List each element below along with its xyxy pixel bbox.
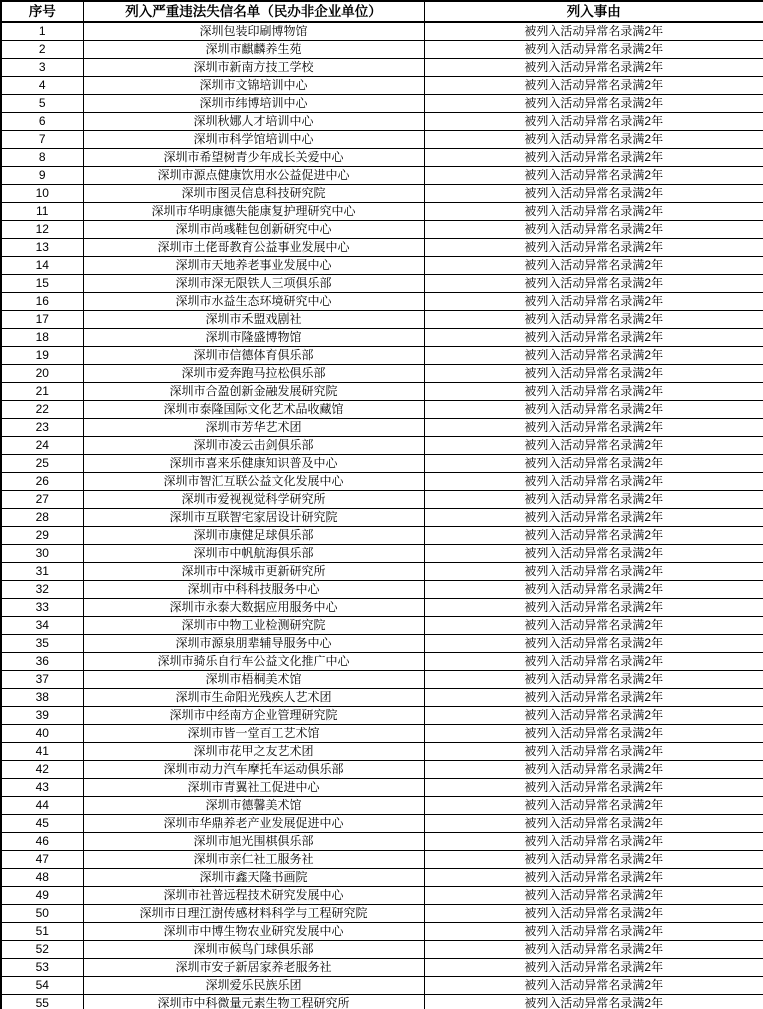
reason-cell: 被列入活动异常名录满2年 [424, 77, 763, 95]
org-name-cell: 深圳市爱视视觉科学研究所 [83, 491, 424, 509]
reason-cell: 被列入活动异常名录满2年 [424, 203, 763, 221]
row-number-cell: 26 [1, 473, 83, 491]
table-row [1, 689, 763, 707]
row-number-cell: 39 [1, 707, 83, 725]
reason-cell: 被列入活动异常名录满2年 [424, 545, 763, 563]
row-number-cell: 19 [1, 347, 83, 365]
org-name-cell: 深圳爱乐民族乐团 [83, 977, 424, 995]
row-number-cell: 33 [1, 599, 83, 617]
org-name-cell: 深圳市中博生物农业研究发展中心 [83, 923, 424, 941]
org-name-cell: 深圳市智汇互联公益文化发展中心 [83, 473, 424, 491]
reason-cell: 被列入活动异常名录满2年 [424, 563, 763, 581]
org-name-cell: 深圳市花甲之友艺术团 [83, 743, 424, 761]
org-name-cell: 深圳市动力汽车摩托车运动俱乐部 [83, 761, 424, 779]
org-name-cell: 深圳市纬博培训中心 [83, 95, 424, 113]
table-row [1, 527, 763, 545]
table-row [1, 419, 763, 437]
row-number-cell: 17 [1, 311, 83, 329]
row-number-cell: 22 [1, 401, 83, 419]
reason-cell: 被列入活动异常名录满2年 [424, 527, 763, 545]
table-row [1, 383, 763, 401]
header-name: 列入严重违法失信名单（民办非企业单位） [83, 1, 424, 22]
org-name-cell: 深圳市喜来乐健康知识普及中心 [83, 455, 424, 473]
org-name-cell: 深圳市凌云击剑俱乐部 [83, 437, 424, 455]
table-row [1, 635, 763, 653]
reason-cell: 被列入活动异常名录满2年 [424, 833, 763, 851]
reason-cell: 被列入活动异常名录满2年 [424, 797, 763, 815]
row-number-cell: 10 [1, 185, 83, 203]
table-row [1, 581, 763, 599]
org-name-cell: 深圳市中帆航海俱乐部 [83, 545, 424, 563]
table-row [1, 761, 763, 779]
table-row [1, 257, 763, 275]
row-number-cell: 52 [1, 941, 83, 959]
table-row [1, 131, 763, 149]
reason-cell: 被列入活动异常名录满2年 [424, 635, 763, 653]
reason-cell: 被列入活动异常名录满2年 [424, 761, 763, 779]
org-name-cell: 深圳市禾盟戏剧社 [83, 311, 424, 329]
reason-cell: 被列入活动异常名录满2年 [424, 293, 763, 311]
reason-cell: 被列入活动异常名录满2年 [424, 707, 763, 725]
row-number-cell: 5 [1, 95, 83, 113]
reason-cell: 被列入活动异常名录满2年 [424, 455, 763, 473]
row-number-cell: 16 [1, 293, 83, 311]
reason-cell: 被列入活动异常名录满2年 [424, 923, 763, 941]
table-row [1, 545, 763, 563]
table-row [1, 22, 763, 41]
org-name-cell: 深圳市旭光围棋俱乐部 [83, 833, 424, 851]
row-number-cell: 7 [1, 131, 83, 149]
reason-cell: 被列入活动异常名录满2年 [424, 131, 763, 149]
row-number-cell: 18 [1, 329, 83, 347]
org-name-cell: 深圳市泰隆国际文化艺术品收藏馆 [83, 401, 424, 419]
reason-cell: 被列入活动异常名录满2年 [424, 419, 763, 437]
row-number-cell: 36 [1, 653, 83, 671]
reason-cell: 被列入活动异常名录满2年 [424, 41, 763, 59]
org-name-cell: 深圳市中科微量元素生物工程研究所 [83, 995, 424, 1009]
table-row [1, 977, 763, 995]
table-body [1, 22, 763, 1009]
table-row [1, 617, 763, 635]
org-name-cell: 深圳市深无限铁人三项俱乐部 [83, 275, 424, 293]
reason-cell: 被列入活动异常名录满2年 [424, 347, 763, 365]
org-name-cell: 深圳市德馨美术馆 [83, 797, 424, 815]
row-number-cell: 49 [1, 887, 83, 905]
reason-cell: 被列入活动异常名录满2年 [424, 221, 763, 239]
org-name-cell: 深圳市日理江澍传感材料科学与工程研究院 [83, 905, 424, 923]
row-number-cell: 30 [1, 545, 83, 563]
org-name-cell: 深圳市生命阳光残疾人艺术团 [83, 689, 424, 707]
org-name-cell: 深圳市华鼎养老产业发展促进中心 [83, 815, 424, 833]
reason-cell: 被列入活动异常名录满2年 [424, 887, 763, 905]
org-name-cell: 深圳市新南方技工学校 [83, 59, 424, 77]
table-row [1, 563, 763, 581]
table-row [1, 149, 763, 167]
reason-cell: 被列入活动异常名录满2年 [424, 149, 763, 167]
table-row [1, 77, 763, 95]
table-row [1, 455, 763, 473]
org-name-cell: 深圳市土佬哥教育公益事业发展中心 [83, 239, 424, 257]
org-name-cell: 深圳市科学馆培训中心 [83, 131, 424, 149]
row-number-cell: 6 [1, 113, 83, 131]
row-number-cell: 53 [1, 959, 83, 977]
reason-cell: 被列入活动异常名录满2年 [424, 365, 763, 383]
org-name-cell: 深圳秋娜人才培训中心 [83, 113, 424, 131]
row-number-cell: 9 [1, 167, 83, 185]
row-number-cell: 46 [1, 833, 83, 851]
org-name-cell: 深圳市华明康德失能康复护理研究中心 [83, 203, 424, 221]
row-number-cell: 25 [1, 455, 83, 473]
reason-cell: 被列入活动异常名录满2年 [424, 257, 763, 275]
table-row [1, 887, 763, 905]
reason-cell: 被列入活动异常名录满2年 [424, 689, 763, 707]
reason-cell: 被列入活动异常名录满2年 [424, 383, 763, 401]
org-name-cell: 深圳市尚彧鞋包创新研究中心 [83, 221, 424, 239]
table-row [1, 509, 763, 527]
org-name-cell: 深圳市中科科技服务中心 [83, 581, 424, 599]
reason-cell: 被列入活动异常名录满2年 [424, 311, 763, 329]
reason-cell: 被列入活动异常名录满2年 [424, 239, 763, 257]
table-row [1, 203, 763, 221]
table-row [1, 851, 763, 869]
org-name-cell: 深圳市康健足球俱乐部 [83, 527, 424, 545]
org-name-cell: 深圳市中物工业检测研究院 [83, 617, 424, 635]
row-number-cell: 8 [1, 149, 83, 167]
reason-cell: 被列入活动异常名录满2年 [424, 329, 763, 347]
row-number-cell: 13 [1, 239, 83, 257]
row-number-cell: 27 [1, 491, 83, 509]
org-name-cell: 深圳市麒麟养生苑 [83, 41, 424, 59]
table-row [1, 869, 763, 887]
reason-cell: 被列入活动异常名录满2年 [424, 22, 763, 41]
table-row [1, 401, 763, 419]
table-row [1, 491, 763, 509]
org-name-cell: 深圳市爱奔跑马拉松俱乐部 [83, 365, 424, 383]
org-name-cell: 深圳市希望树青少年成长关爱中心 [83, 149, 424, 167]
reason-cell: 被列入活动异常名录满2年 [424, 581, 763, 599]
row-number-cell: 50 [1, 905, 83, 923]
row-number-cell: 48 [1, 869, 83, 887]
table-row [1, 473, 763, 491]
row-number-cell: 40 [1, 725, 83, 743]
row-number-cell: 43 [1, 779, 83, 797]
table-row [1, 995, 763, 1009]
table-row [1, 905, 763, 923]
org-name-cell: 深圳市永泰大数据应用服务中心 [83, 599, 424, 617]
org-name-cell: 深圳市隆盛博物馆 [83, 329, 424, 347]
table-row [1, 185, 763, 203]
reason-cell: 被列入活动异常名录满2年 [424, 617, 763, 635]
table-row [1, 779, 763, 797]
reason-cell: 被列入活动异常名录满2年 [424, 815, 763, 833]
row-number-cell: 2 [1, 41, 83, 59]
org-name-cell: 深圳市骑乐自行车公益文化推广中心 [83, 653, 424, 671]
table-row [1, 797, 763, 815]
reason-cell: 被列入活动异常名录满2年 [424, 725, 763, 743]
table-row [1, 941, 763, 959]
row-number-cell: 38 [1, 689, 83, 707]
row-number-cell: 1 [1, 22, 83, 41]
org-name-cell: 深圳市皆一堂百工艺术馆 [83, 725, 424, 743]
reason-cell: 被列入活动异常名录满2年 [424, 275, 763, 293]
table-row [1, 671, 763, 689]
table-row [1, 59, 763, 77]
row-number-cell: 21 [1, 383, 83, 401]
org-name-cell: 深圳市图灵信息科技研究院 [83, 185, 424, 203]
row-number-cell: 14 [1, 257, 83, 275]
row-number-cell: 42 [1, 761, 83, 779]
row-number-cell: 35 [1, 635, 83, 653]
reason-cell: 被列入活动异常名录满2年 [424, 113, 763, 131]
reason-cell: 被列入活动异常名录满2年 [424, 167, 763, 185]
org-name-cell: 深圳市社普远程技术研究发展中心 [83, 887, 424, 905]
reason-cell: 被列入活动异常名录满2年 [424, 509, 763, 527]
row-number-cell: 34 [1, 617, 83, 635]
table-row [1, 239, 763, 257]
row-number-cell: 45 [1, 815, 83, 833]
org-name-cell: 深圳市合盈创新金融发展研究院 [83, 383, 424, 401]
row-number-cell: 55 [1, 995, 83, 1009]
org-name-cell: 深圳市青翼社工促进中心 [83, 779, 424, 797]
org-name-cell: 深圳市天地养老事业发展中心 [83, 257, 424, 275]
table-row [1, 725, 763, 743]
reason-cell: 被列入活动异常名录满2年 [424, 95, 763, 113]
table-row [1, 311, 763, 329]
org-name-cell: 深圳市中经南方企业管理研究院 [83, 707, 424, 725]
table-row [1, 113, 763, 131]
reason-cell: 被列入活动异常名录满2年 [424, 185, 763, 203]
table-row [1, 743, 763, 761]
reason-cell: 被列入活动异常名录满2年 [424, 599, 763, 617]
row-number-cell: 41 [1, 743, 83, 761]
row-number-cell: 12 [1, 221, 83, 239]
table-row [1, 275, 763, 293]
reason-cell: 被列入活动异常名录满2年 [424, 941, 763, 959]
org-name-cell: 深圳市源点健康饮用水公益促进中心 [83, 167, 424, 185]
row-number-cell: 24 [1, 437, 83, 455]
row-number-cell: 23 [1, 419, 83, 437]
reason-cell: 被列入活动异常名录满2年 [424, 743, 763, 761]
table-row [1, 329, 763, 347]
reason-cell: 被列入活动异常名录满2年 [424, 473, 763, 491]
row-number-cell: 37 [1, 671, 83, 689]
row-number-cell: 29 [1, 527, 83, 545]
org-name-cell: 深圳市候鸟门球俱乐部 [83, 941, 424, 959]
row-number-cell: 11 [1, 203, 83, 221]
row-number-cell: 20 [1, 365, 83, 383]
reason-cell: 被列入活动异常名录满2年 [424, 851, 763, 869]
org-name-cell: 深圳市梧桐美术馆 [83, 671, 424, 689]
table-row [1, 959, 763, 977]
table-row [1, 815, 763, 833]
table-row [1, 653, 763, 671]
table-row [1, 95, 763, 113]
row-number-cell: 28 [1, 509, 83, 527]
reason-cell: 被列入活动异常名录满2年 [424, 671, 763, 689]
reason-cell: 被列入活动异常名录满2年 [424, 905, 763, 923]
table-row [1, 167, 763, 185]
reason-cell: 被列入活动异常名录满2年 [424, 491, 763, 509]
reason-cell: 被列入活动异常名录满2年 [424, 959, 763, 977]
table-row [1, 923, 763, 941]
table-row [1, 437, 763, 455]
org-name-cell: 深圳市水益生态环境研究中心 [83, 293, 424, 311]
table-row [1, 833, 763, 851]
table-row [1, 221, 763, 239]
table-row [1, 41, 763, 59]
reason-cell: 被列入活动异常名录满2年 [424, 401, 763, 419]
org-name-cell: 深圳市中深城市更新研究所 [83, 563, 424, 581]
table-row [1, 707, 763, 725]
row-number-cell: 3 [1, 59, 83, 77]
org-name-cell: 深圳市亲仁社工服务社 [83, 851, 424, 869]
org-name-cell: 深圳市鑫天隆书画院 [83, 869, 424, 887]
row-number-cell: 44 [1, 797, 83, 815]
row-number-cell: 31 [1, 563, 83, 581]
row-number-cell: 15 [1, 275, 83, 293]
table-row [1, 293, 763, 311]
org-name-cell: 深圳市信德体育俱乐部 [83, 347, 424, 365]
row-number-cell: 54 [1, 977, 83, 995]
org-name-cell: 深圳市源泉朋辈辅导服务中心 [83, 635, 424, 653]
row-number-cell: 47 [1, 851, 83, 869]
reason-cell: 被列入活动异常名录满2年 [424, 437, 763, 455]
row-number-cell: 4 [1, 77, 83, 95]
row-number-cell: 32 [1, 581, 83, 599]
org-name-cell: 深圳市互联智宅家居设计研究院 [83, 509, 424, 527]
org-name-cell: 深圳市安子新居家养老服务社 [83, 959, 424, 977]
header-reason: 列入事由 [424, 1, 763, 22]
table-row [1, 365, 763, 383]
table-row [1, 347, 763, 365]
org-name-cell: 深圳市芳华艺术团 [83, 419, 424, 437]
reason-cell: 被列入活动异常名录满2年 [424, 869, 763, 887]
table-row [1, 599, 763, 617]
org-name-cell: 深圳包装印刷博物馆 [83, 22, 424, 41]
header-row [1, 1, 763, 22]
reason-cell: 被列入活动异常名录满2年 [424, 653, 763, 671]
row-number-cell: 51 [1, 923, 83, 941]
reason-cell: 被列入活动异常名录满2年 [424, 977, 763, 995]
reason-cell: 被列入活动异常名录满2年 [424, 995, 763, 1009]
header-no: 序号 [1, 1, 83, 22]
org-name-cell: 深圳市文锦培训中心 [83, 77, 424, 95]
reason-cell: 被列入活动异常名录满2年 [424, 779, 763, 797]
reason-cell: 被列入活动异常名录满2年 [424, 59, 763, 77]
